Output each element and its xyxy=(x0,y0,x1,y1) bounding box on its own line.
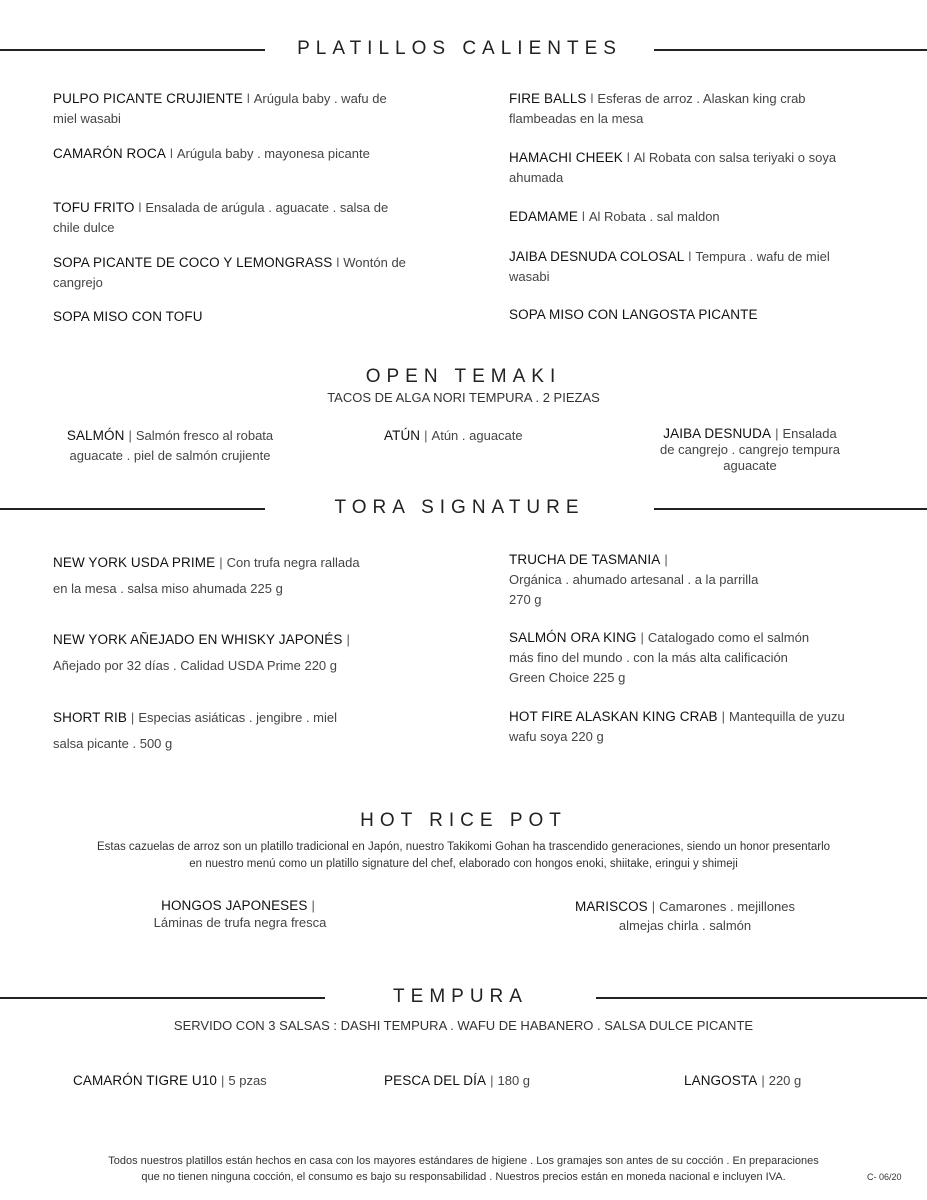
menu-item: HONGOS JAPONESES | Láminas de trufa negra fresca xyxy=(153,898,327,930)
section-subtitle-temaki: TACOS DE ALGA NORI TEMPURA . 2 PIEZAS xyxy=(327,390,600,405)
section-rule-right xyxy=(654,508,927,510)
menu-item: SALMÓN | Salmón fresco al robata aguacate . piel de salmón crujiente xyxy=(66,428,274,463)
menu-item: TRUCHA DE TASMANIA | Orgánica . ahumado artesanal . a la parrilla 270 g xyxy=(509,552,759,607)
menu-item: FIRE BALLS l Esferas de arroz . Alaskan king crab flambeadas en la mesa xyxy=(509,91,806,126)
section-rule-left xyxy=(0,508,265,510)
menu-item: SOPA MISO CON TOFU xyxy=(53,309,203,324)
section-rule-left xyxy=(0,997,325,999)
section-rule-left xyxy=(0,49,265,51)
section-subtitle-tempura: SERVIDO CON 3 SALSAS : DASHI TEMPURA . WAFU DE HABANERO . SALSA DULCE PICANTE xyxy=(173,1018,754,1033)
section-title-ricepot: HOT RICE POT xyxy=(360,810,567,831)
section-title-platillos: PLATILLOS CALIENTES xyxy=(297,38,622,59)
section-title-tora: TORA SIGNATURE xyxy=(334,497,585,518)
ricepot-intro: Estas cazuelas de arroz son un platillo tradicional en Japón, nuestro Takikomi Gohan ha trascendido generaciones, siendo un honor presentarlo en nuestro menú como un platillo signature del chef, elaborado con hongos enoki, shiitake, eringui y shimeji xyxy=(96,841,831,870)
menu-item: SOPA MISO CON LANGOSTA PICANTE xyxy=(509,307,758,322)
menu-item: ATÚN | Atún . aguacate xyxy=(384,428,523,443)
menu-item: TOFU FRITO l Ensalada de arúgula . aguacate . salsa de chile dulce xyxy=(53,200,389,235)
menu-item: NEW YORK AÑEJADO EN WHISKY JAPONÉS | Añejado por 32 días . Calidad USDA Prime 220 g xyxy=(53,632,350,673)
menu-item: SHORT RIB | Especias asiáticas . jengibre . miel salsa picante . 500 g xyxy=(53,710,338,751)
menu-item: EDAMAME l Al Robata . sal maldon xyxy=(509,209,720,224)
section-title-tempura: TEMPURA xyxy=(393,986,528,1007)
menu-item: CAMARÓN TIGRE U10 | 5 pzas xyxy=(73,1073,267,1088)
footer-disclaimer: Todos nuestros platillos están hechos en casa con los mayores estándares de higiene . Los gramajes son antes de su cocción . En preparaciones que no tienen ninguna cocción, el consumo es bajo su responsabilidad . Nuestros precios están en moneda nacional e incluyen IVA. xyxy=(108,1155,819,1183)
menu-item: MARISCOS | Camarones . mejillones almejas chirla . salmón xyxy=(574,899,796,933)
section-title-temaki: OPEN TEMAKI xyxy=(365,366,562,387)
menu-item: LANGOSTA | 220 g xyxy=(684,1073,802,1088)
section-rule-right xyxy=(654,49,927,51)
menu-item: PESCA DEL DÍA | 180 g xyxy=(384,1073,531,1088)
menu-item: CAMARÓN ROCA l Arúgula baby . mayonesa picante xyxy=(53,146,370,161)
menu-item: SALMÓN ORA KING | Catalogado como el salmón más fino del mundo . con la más alta calificación Green Choice 225 g xyxy=(509,630,810,685)
menu-item: JAIBA DESNUDA COLOSAL l Tempura . wafu de miel wasabi xyxy=(509,249,830,284)
menu-item: HAMACHI CHEEK l Al Robata con salsa teriyaki o soya ahumada xyxy=(509,150,837,185)
footer-code: C- 06/20 xyxy=(867,1172,902,1182)
menu-item: HOT FIRE ALASKAN KING CRAB | Mantequilla de yuzu wafu soya 220 g xyxy=(509,709,845,744)
menu-item: PULPO PICANTE CRUJIENTE l Arúgula baby . wafu de miel wasabi xyxy=(53,91,387,126)
menu-item: SOPA PICANTE DE COCO Y LEMONGRASS l Wontón de cangrejo xyxy=(53,255,406,290)
menu-item: JAIBA DESNUDA | Ensalada de cangrejo . cangrejo tempura aguacate xyxy=(660,426,840,473)
section-rule-right xyxy=(596,997,927,999)
menu-item: NEW YORK USDA PRIME | Con trufa negra rallada en la mesa . salsa miso ahumada 225 g xyxy=(53,555,360,596)
